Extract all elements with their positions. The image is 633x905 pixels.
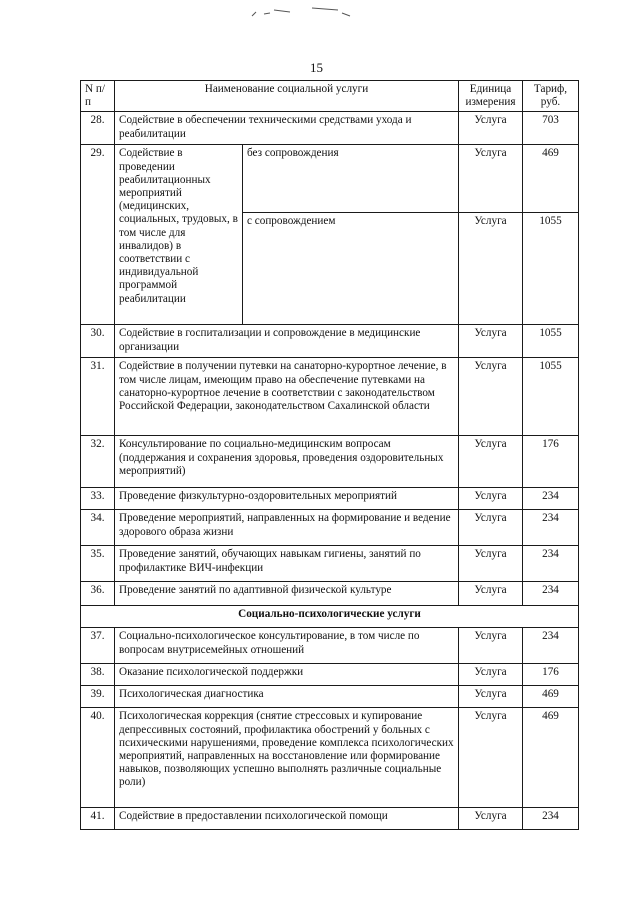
- row-tariff: 176: [523, 436, 579, 488]
- row-unit: Услуга: [459, 708, 523, 808]
- row-name: Проведение мероприятий, направленных на формирование и ведение здорового образа жизни: [115, 510, 459, 546]
- row-tariff: 234: [523, 510, 579, 546]
- row-unit: Услуга: [459, 145, 523, 213]
- scan-artifact-marks: [250, 4, 370, 22]
- page-number: 15: [310, 60, 323, 75]
- table-row: [81, 582, 579, 606]
- table-row: [81, 358, 579, 436]
- section-title: Социально-психологические услуги: [81, 606, 579, 628]
- row-num: 28.: [81, 112, 115, 145]
- row-tariff: 469: [523, 686, 579, 708]
- row-num: 35.: [81, 546, 115, 582]
- row-tariff: 469: [523, 708, 579, 808]
- row-tariff: 469: [523, 145, 579, 213]
- row-tariff: 1055: [523, 213, 579, 325]
- table-row: [81, 664, 579, 686]
- row-unit: Услуга: [459, 582, 523, 606]
- table-row: [81, 112, 579, 145]
- row-unit: Услуга: [459, 112, 523, 145]
- row-name: Психологическая диагностика: [115, 686, 459, 708]
- row-unit: Услуга: [459, 628, 523, 664]
- table-row: [81, 686, 579, 708]
- row-tariff: 234: [523, 582, 579, 606]
- row-unit: Услуга: [459, 213, 523, 325]
- row-num: 37.: [81, 628, 115, 664]
- row-num: 30.: [81, 325, 115, 358]
- table-row: [81, 145, 579, 213]
- table-header-row: [81, 81, 579, 112]
- row-num: 33.: [81, 488, 115, 510]
- table-row: [81, 436, 579, 488]
- row-unit: Услуга: [459, 686, 523, 708]
- table-row: [81, 628, 579, 664]
- row-num: 40.: [81, 708, 115, 808]
- row-tariff: 1055: [523, 325, 579, 358]
- row-tariff: 1055: [523, 358, 579, 436]
- row-name: Содействие в проведении реабилитационных мероприятий (медицинских, социальных, трудовых, в том числе для инвалидов) в соответствии с индивидуальной программой реабилитации: [115, 145, 243, 325]
- row-tariff: 234: [523, 808, 579, 830]
- header-tariff: Тариф, руб.: [523, 81, 579, 112]
- table-row: [81, 325, 579, 358]
- row-tariff: 703: [523, 112, 579, 145]
- services-tariff-table: [80, 80, 579, 830]
- row-name: Консультирование по социально-медицинским вопросам (поддержания и сохранения здоровья, проведения оздоровительных мероприятий): [115, 436, 459, 488]
- row-num: 41.: [81, 808, 115, 830]
- row-name: Проведение занятий по адаптивной физической культуре: [115, 582, 459, 606]
- row-unit: Услуга: [459, 546, 523, 582]
- row-tariff: 234: [523, 488, 579, 510]
- row-name: Содействие в предоставлении психологической помощи: [115, 808, 459, 830]
- row-tariff: 176: [523, 664, 579, 686]
- table-row: [81, 708, 579, 808]
- row-unit: Услуга: [459, 358, 523, 436]
- row-name: Содействие в обеспечении техническими средствами ухода и реабилитации: [115, 112, 459, 145]
- row-unit: Услуга: [459, 808, 523, 830]
- row-name: Проведение физкультурно-оздоровительных мероприятий: [115, 488, 459, 510]
- row-num: 38.: [81, 664, 115, 686]
- table-row: [81, 488, 579, 510]
- row-unit: Услуга: [459, 325, 523, 358]
- row-unit: Услуга: [459, 436, 523, 488]
- row-name: Содействие в получении путевки на санаторно-курортное лечение, в том числе лицам, имеющим право на обеспечение путевками на санаторно-курортное лечение в соответствии с законодательством Российской Федерации, законодательством Сахалинской области: [115, 358, 459, 436]
- sub-row-name: с сопровождением: [243, 213, 459, 325]
- row-tariff: 234: [523, 628, 579, 664]
- table-row: [81, 546, 579, 582]
- row-name: Проведение занятий, обучающих навыкам гигиены, занятий по профилактике ВИЧ-инфекции: [115, 546, 459, 582]
- row-num: 34.: [81, 510, 115, 546]
- row-unit: Услуга: [459, 510, 523, 546]
- row-tariff: 234: [523, 546, 579, 582]
- row-num: 29.: [81, 145, 115, 325]
- row-name: Содействие в госпитализации и сопровождение в медицинские организации: [115, 325, 459, 358]
- row-num: 39.: [81, 686, 115, 708]
- row-num: 31.: [81, 358, 115, 436]
- row-name: Социально-психологическое консультирование, в том числе по вопросам внутрисемейных отношений: [115, 628, 459, 664]
- header-unit: Единица измерения: [459, 81, 523, 112]
- row-unit: Услуга: [459, 664, 523, 686]
- header-num: N п/п: [81, 81, 115, 112]
- header-name: Наименование социальной услуги: [115, 81, 459, 112]
- sub-row-name: без сопровождения: [243, 145, 459, 213]
- row-name: Психологическая коррекция (снятие стрессовых и купирование депрессивных состояний, профилактика обострений у больных с психическими нарушениями, проведение комплекса психологических мероприятий, направленных на восстановление или формирование навыков, позволяющих успешно выполнять различные социальные роли): [115, 708, 459, 808]
- table-row: [81, 510, 579, 546]
- row-unit: Услуга: [459, 488, 523, 510]
- row-num: 36.: [81, 582, 115, 606]
- row-num: 32.: [81, 436, 115, 488]
- row-name: Оказание психологической поддержки: [115, 664, 459, 686]
- table-row: [81, 808, 579, 830]
- section-row: [81, 606, 579, 628]
